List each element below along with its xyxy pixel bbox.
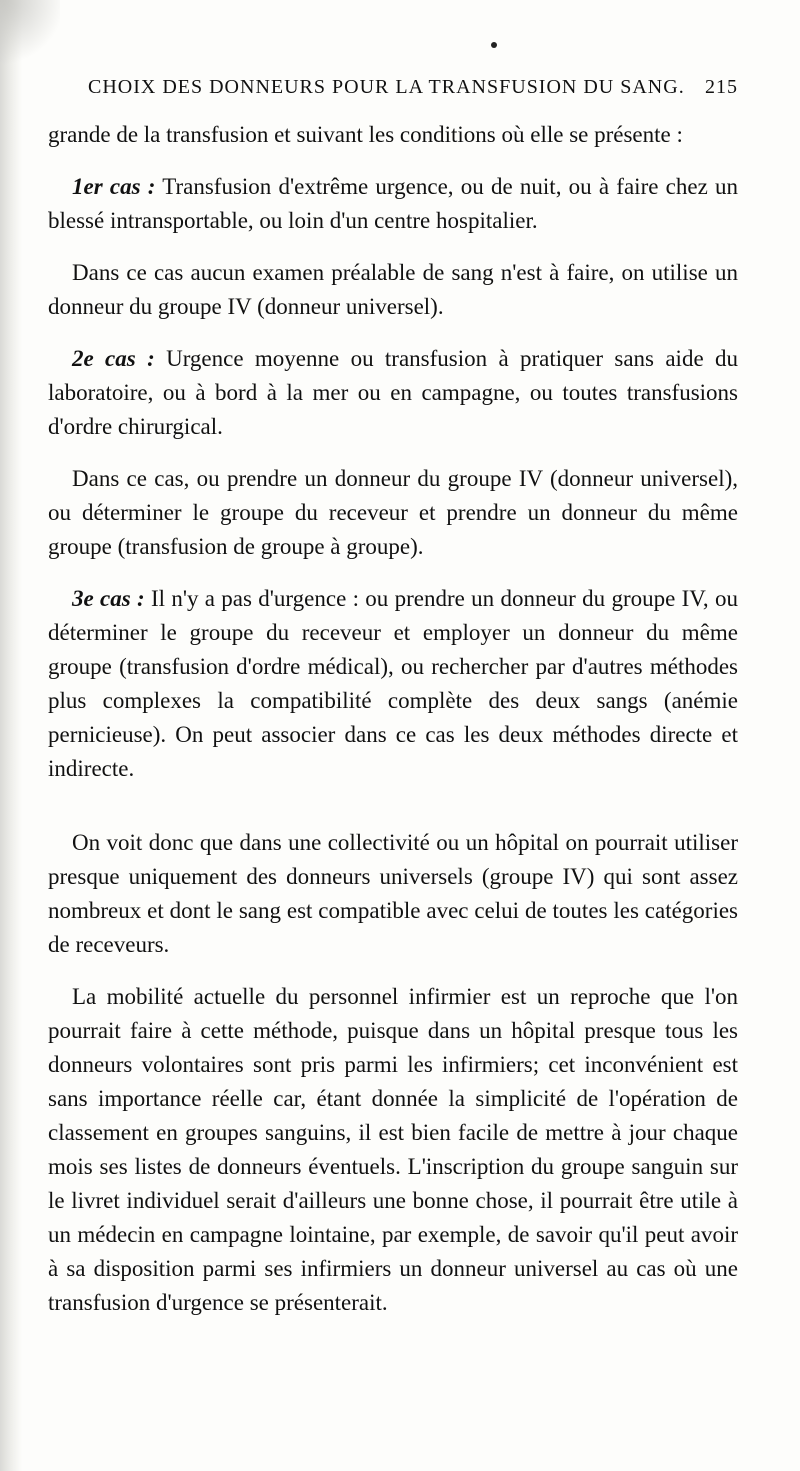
section-gap: [48, 804, 738, 826]
case-2-paragraph: [48, 342, 738, 444]
mobilite-paragraph: La mobilité actuelle du personnel infirmier est un reproche que l'on pourrait faire à cette méthode, puisque dans un hôpital presque tous les donneurs volontaires sont pris parmi les infirmiers; cet inconvénient est sans importance réelle car, étant donnée la simplicité de l'opération de classement en groupes sanguins, il est bien facile de mettre à jour chaque mois ses listes de donneurs éventuels. L'inscription du groupe sanguin sur le livret individuel serait d'ailleurs une bonne chose, il pourrait être utile à un médecin en campagne lointaine, par exemple, de savoir qu'il peut avoir à sa disposition parmi ses infirmiers un donneur universel au cas où une transfusion d'urgence se présenterait.: [48, 984, 738, 1315]
case-1-text: Transfusion d'extrême urgence, ou de nuit, ou à faire chez un blessé intransportable, ou loin d'un centre hospitalier.: [48, 174, 738, 233]
intro-paragraph: grande de la transfusion et suivant les conditions où elle se présente :: [48, 122, 683, 147]
case-1-label: 1er cas :: [72, 174, 156, 199]
body-text: [48, 118, 738, 1338]
page-corner-shadow: [0, 0, 60, 70]
running-title: CHOIX DES DONNEURS POUR LA TRANSFUSION DU SANG.: [88, 76, 685, 98]
print-speck: [491, 42, 497, 48]
page-edge-shadow: [0, 0, 22, 1471]
page-number: 215: [705, 76, 738, 98]
collectivite-paragraph: On voit donc que dans une collectivité ou un hôpital on pourrait utiliser presque uniquement des donneurs universels (groupe IV) qui sont assez nombreux et dont le sang est compatible avec celui de toutes les catégories de receveurs.: [48, 830, 738, 957]
case-3-label: 3e cas :: [72, 586, 145, 611]
case-1-follow-paragraph: Dans ce cas aucun examen préalable de sang n'est à faire, on utilise un donneur du groupe IV (donneur universel).: [48, 260, 738, 319]
case-2-text: Urgence moyenne ou transfusion à pratiquer sans aide du laboratoire, ou à bord à la mer ou en campagne, ou toutes transfusions d'ordre chirurgical.: [48, 346, 739, 439]
running-head: [88, 76, 738, 112]
case-2-label: 2e cas :: [72, 346, 155, 371]
case-3-paragraph: [48, 582, 738, 786]
case-2-follow-paragraph: Dans ce cas, ou prendre un donneur du groupe IV (donneur universel), ou déterminer le groupe du receveur et prendre un donneur du même groupe (transfusion de groupe à groupe).: [48, 466, 738, 559]
case-1-paragraph: [48, 170, 738, 238]
case-3-text: Il n'y a pas d'urgence : ou prendre un donneur du groupe IV, ou déterminer le groupe du receveur et employer un donneur du même groupe (transfusion d'ordre médical), ou rechercher par d'autres méthodes plus complexes la compatibilité complète des deux sangs (anémie pernicieuse). On peut associer dans ce cas les deux méthodes directe et indirecte.: [48, 586, 738, 781]
